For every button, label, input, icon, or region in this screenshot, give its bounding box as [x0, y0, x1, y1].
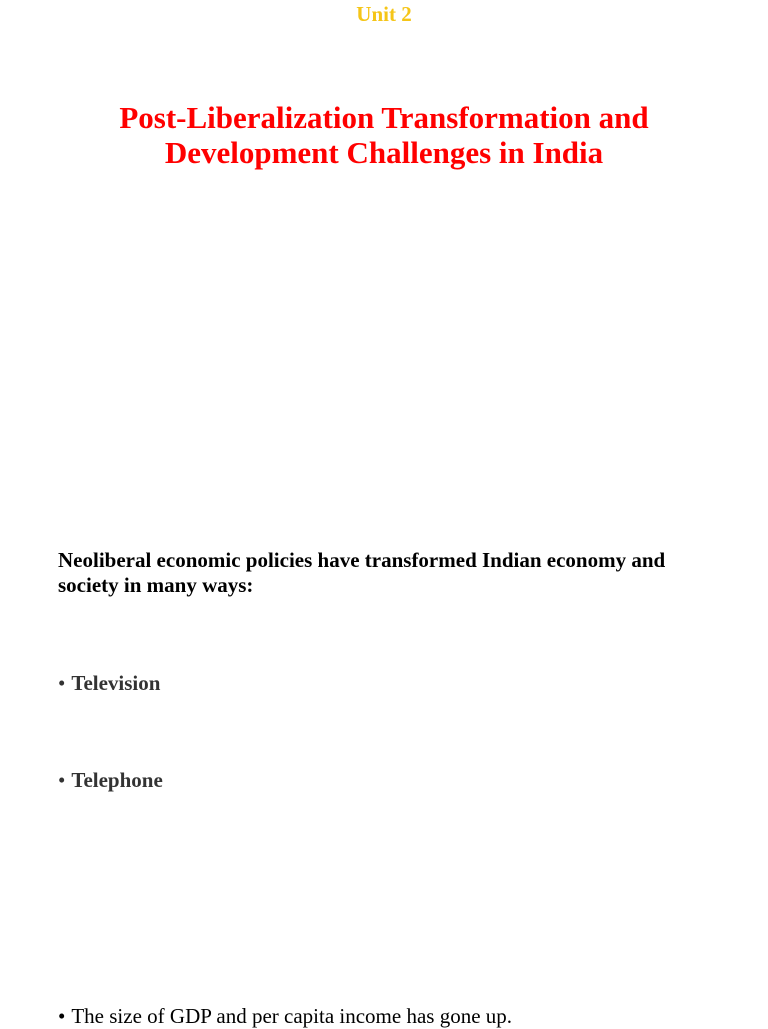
title-line-1: Post-Liberalization Transformation and	[119, 100, 649, 135]
bullet-marker: •	[58, 1004, 66, 1028]
unit-label: Unit 2	[356, 2, 412, 26]
bullet-item	[58, 767, 163, 793]
title-line-2: Development Challenges in India	[164, 135, 604, 170]
intro-paragraph	[58, 548, 738, 598]
intro-line-2: society in many ways:	[58, 573, 254, 597]
bullet-item	[58, 670, 160, 696]
bullet-text: Television	[71, 671, 161, 695]
bullet-item	[58, 1003, 512, 1029]
bullet-text: The size of GDP and per capita income has gone up.	[71, 1004, 513, 1028]
bullet-marker: •	[58, 671, 66, 695]
bullet-text: Telephone	[71, 768, 163, 792]
intro-line-1: Neoliberal economic policies have transformed Indian economy and	[58, 548, 666, 572]
page-title	[0, 100, 768, 170]
bullet-marker: •	[58, 768, 66, 792]
